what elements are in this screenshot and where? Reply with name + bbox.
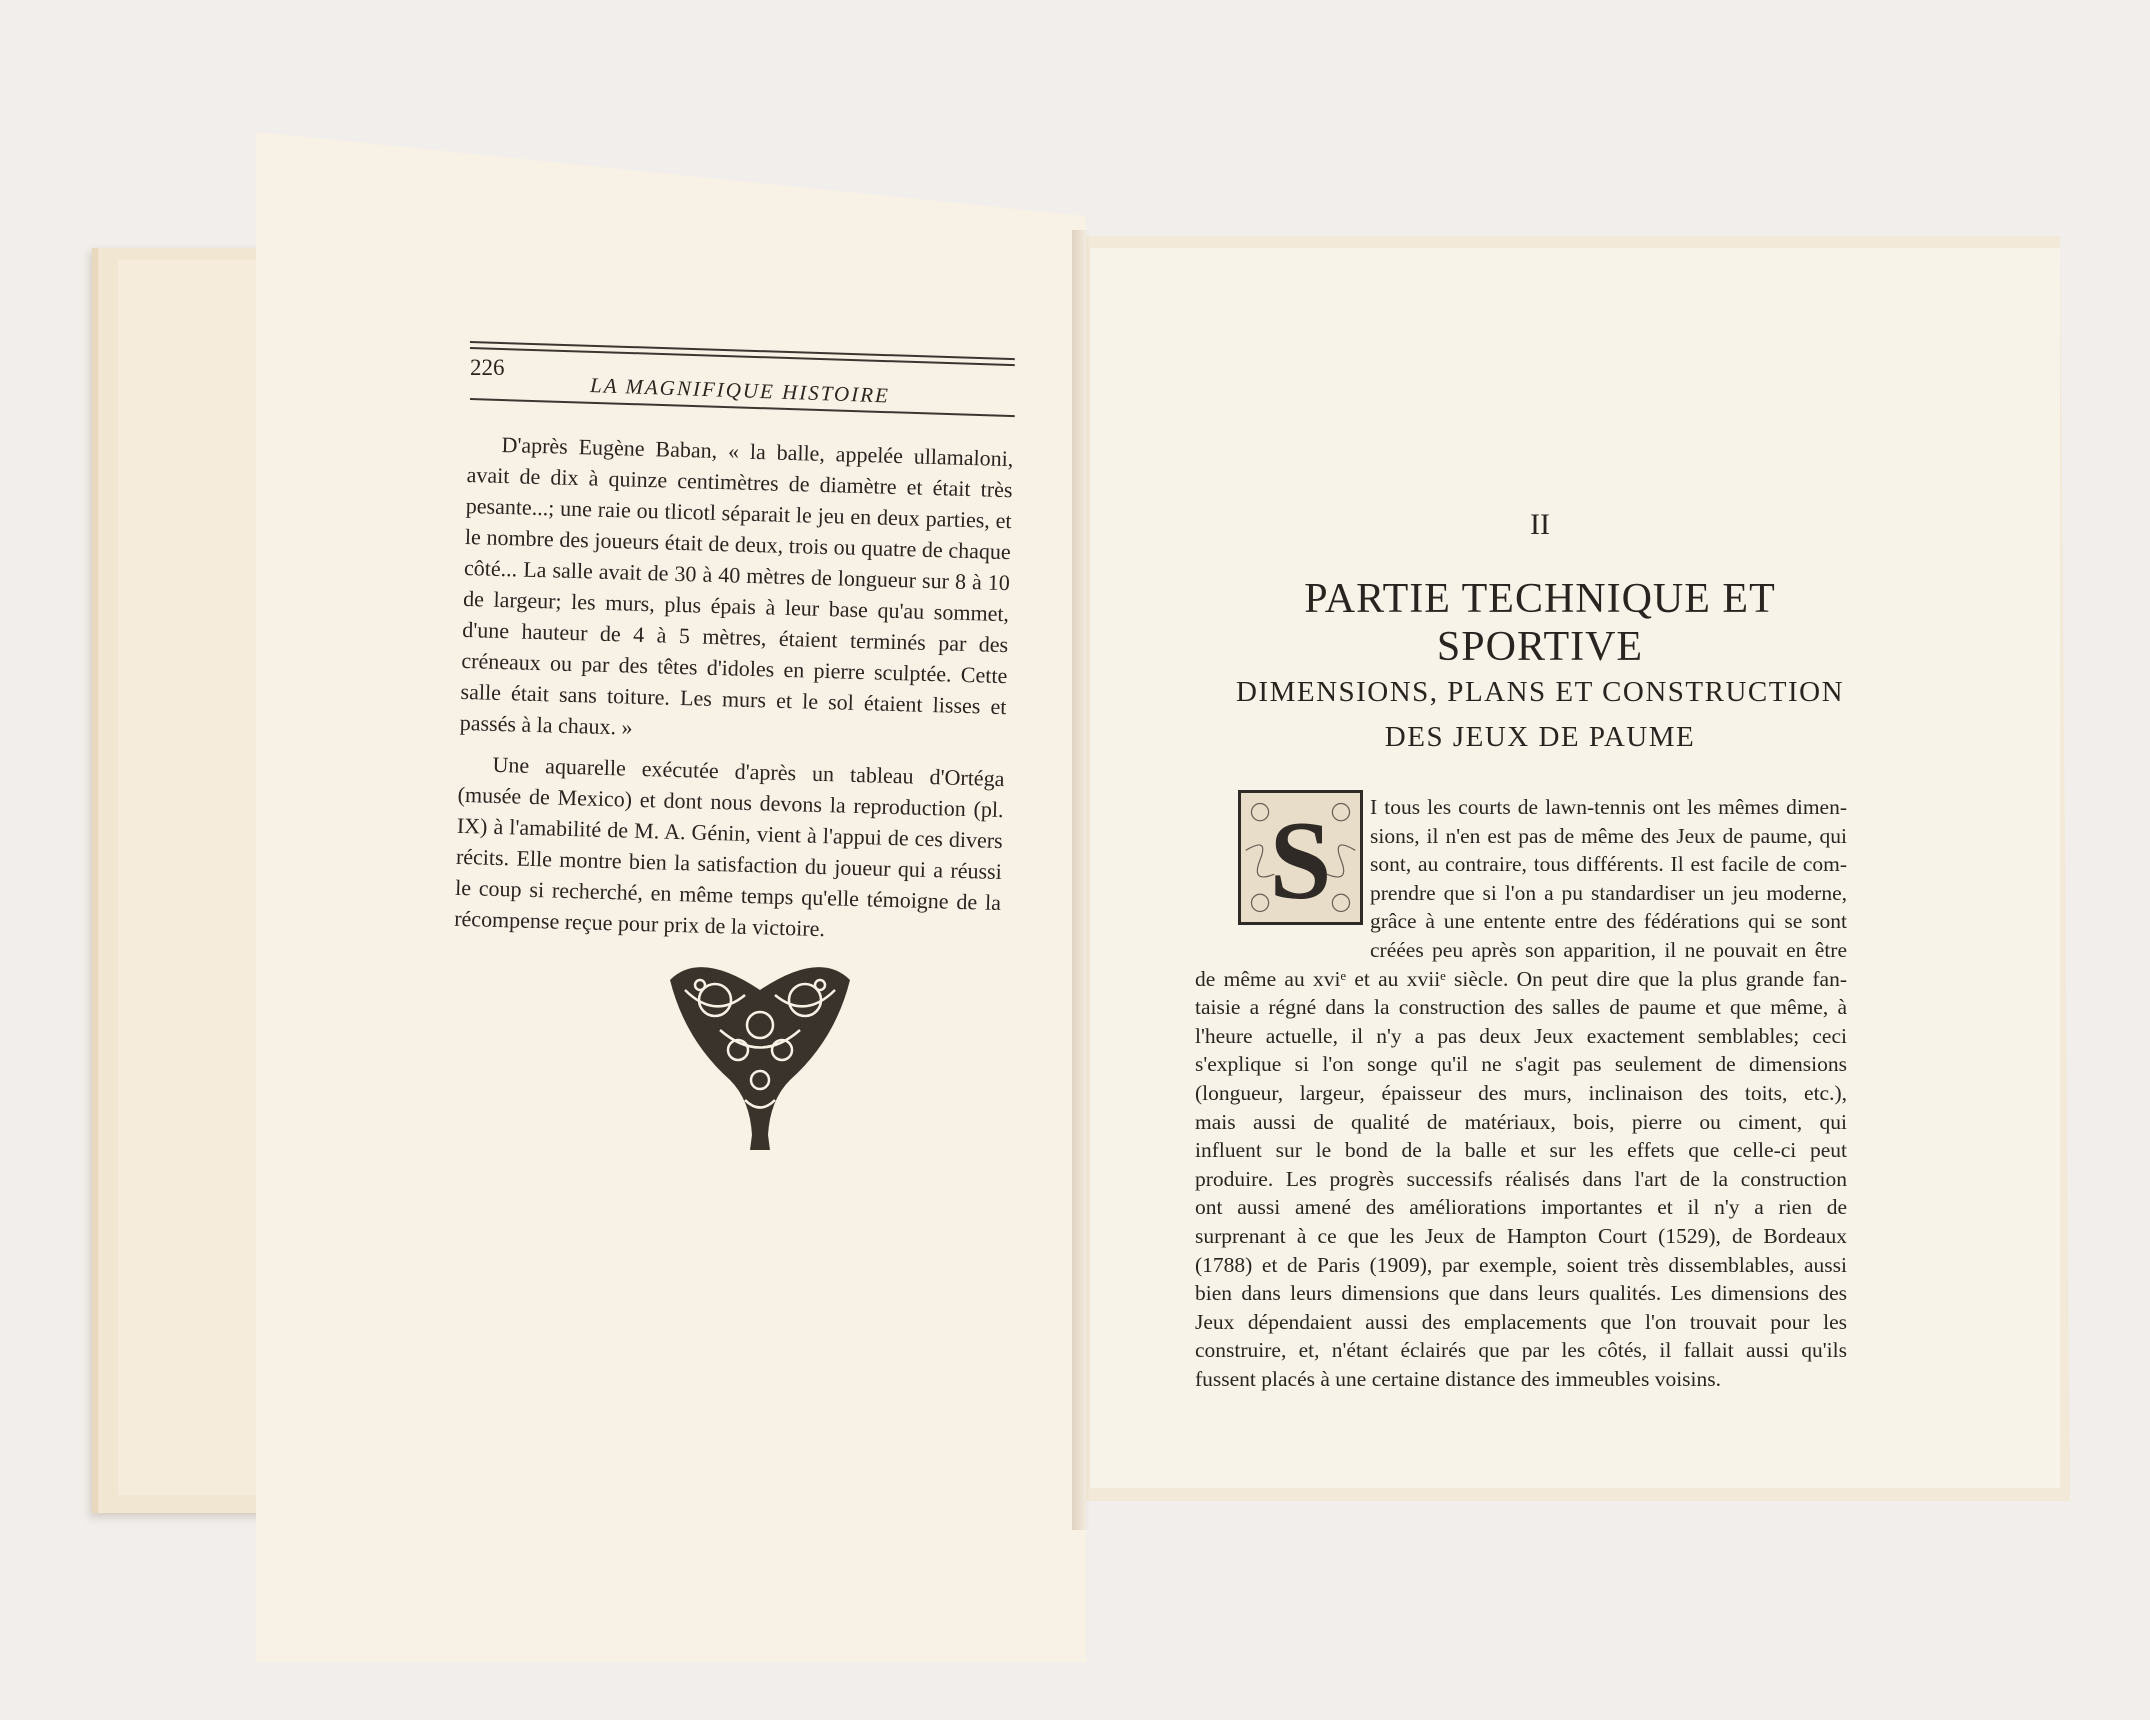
left-page-body — [454, 428, 1014, 959]
text-line: I tous les courts de lawn-tennis ont les mêmes dimen- — [1370, 795, 1847, 819]
left-paragraph-1: D'après Eugène Baban, « la balle, appelée ullamaloni, avait de dix à quinze centimètres de diamètre et était très pesante...; une raie ou tlicotl séparait le jeu en deux parties, et le nombre des joueurs était de deux, trois ou quatre de chaque côté... La salle avait de 30 à 40 mètres de longueur sur 8 à 10 de largeur; les murs, plus épais à leur base qu'au sommet, d'une hauteur de 4 à 5 mètres, étaient terminés par des créneaux ou par des têtes d'idoles en pierre sculptée. Cette salle était sans toiture. Les murs et le sol étaient lisses et passés à la chaux. » — [459, 431, 1014, 740]
text-line: produire. Les progrès successifs réalisés dans l'art de la construction — [1195, 1166, 1847, 1191]
text-line: (1788) et de Paris (1909), par exemple, soient très dissemblables, aussi — [1195, 1252, 1847, 1277]
text-line: Jeux dépendaient aussi des emplacements que l'on trouvait pour les — [1195, 1309, 1847, 1334]
text-line: grâce à une entente entre des fédérations qui se sont — [1370, 909, 1847, 934]
chapter-numeral: II — [1530, 508, 1550, 541]
text-line: s'explique si l'on songe qu'il ne s'agit pas seulement de dimensions — [1195, 1052, 1847, 1077]
full-width-lines — [1195, 965, 1847, 1394]
text-line: créées peu après son apparition, il ne pouvait en être — [1370, 937, 1847, 962]
text-line: ont aussi amené des améliorations importantes et il n'y a rien de — [1195, 1195, 1847, 1220]
text-line: de même au xviᵉ et au xviiᵉ siècle. On peut dire que la plus grande fan- — [1195, 966, 1847, 991]
text-line: surprenant à ce que les Jeux de Hampton Court (1529), de Bordeaux — [1195, 1223, 1847, 1248]
text-line: (longueur, largeur, épaisseur des murs, inclinaison des toits, etc.), — [1195, 1080, 1847, 1105]
section-title-line-1: DIMENSIONS, PLANS ET CONSTRUCTION — [1235, 676, 1845, 708]
section-title — [1210, 670, 1870, 760]
page-number: 226 — [470, 355, 505, 380]
dropcap-wrapped-lines — [1195, 793, 1847, 965]
text-line: prendre que si l'on a pu standardiser un jeu moderne, — [1370, 880, 1847, 905]
text-line: taisie a régné dans la construction des salles de paume et que même, à — [1195, 995, 1847, 1020]
text-line: mais aussi de qualité de matériaux, bois, pierre ou ciment, qui — [1195, 1109, 1847, 1134]
running-head: LA MAGNIFIQUE HISTOIRE — [589, 373, 891, 408]
section-title-line-2: DES JEUX DE PAUME — [1384, 721, 1696, 753]
text-line: sont, au contraire, tous différents. Il est facile de com- — [1370, 852, 1847, 877]
left-paragraph-2: Une aquarelle exécutée d'après un tableau d'Ortéga (musée de Mexico) et dont nous devons la reproduction (pl. IX) à l'amabilité de M. A. Génin, vient à l'appui de ces divers récits. Elle montre bien la satisfaction du joueur qui a réussi le coup si recherché, en même temps qu'elle témoigne de la récompense reçue pour prix de la victoire. — [453, 751, 1005, 942]
chapter-title: PARTIE TECHNIQUE ET SPORTIVE — [1304, 576, 1776, 670]
text-line: fussent placés à une certaine distance des immeubles voisins. — [1195, 1366, 1721, 1391]
text-line: influent sur le bond de la balle et sur les effets que celle-ci peut — [1195, 1138, 1847, 1163]
text-line: bien dans leurs dimensions que dans leurs qualités. Les dimensions des — [1195, 1281, 1847, 1306]
right-page-body — [1195, 793, 1847, 1393]
page-stack-left — [118, 260, 268, 1495]
text-line: construire, et, n'étant éclairés que par les côtés, il fallait aussi qu'ils — [1195, 1338, 1847, 1363]
text-line: sions, il n'en est pas de même des Jeux de paume, qui — [1370, 823, 1847, 848]
drop-cap-letter: S — [1269, 799, 1332, 923]
text-line: l'heure actuelle, il n'y a pas deux Jeux exactement semblables; ceci — [1195, 1023, 1847, 1048]
decorative-ornament-icon — [660, 950, 860, 1160]
